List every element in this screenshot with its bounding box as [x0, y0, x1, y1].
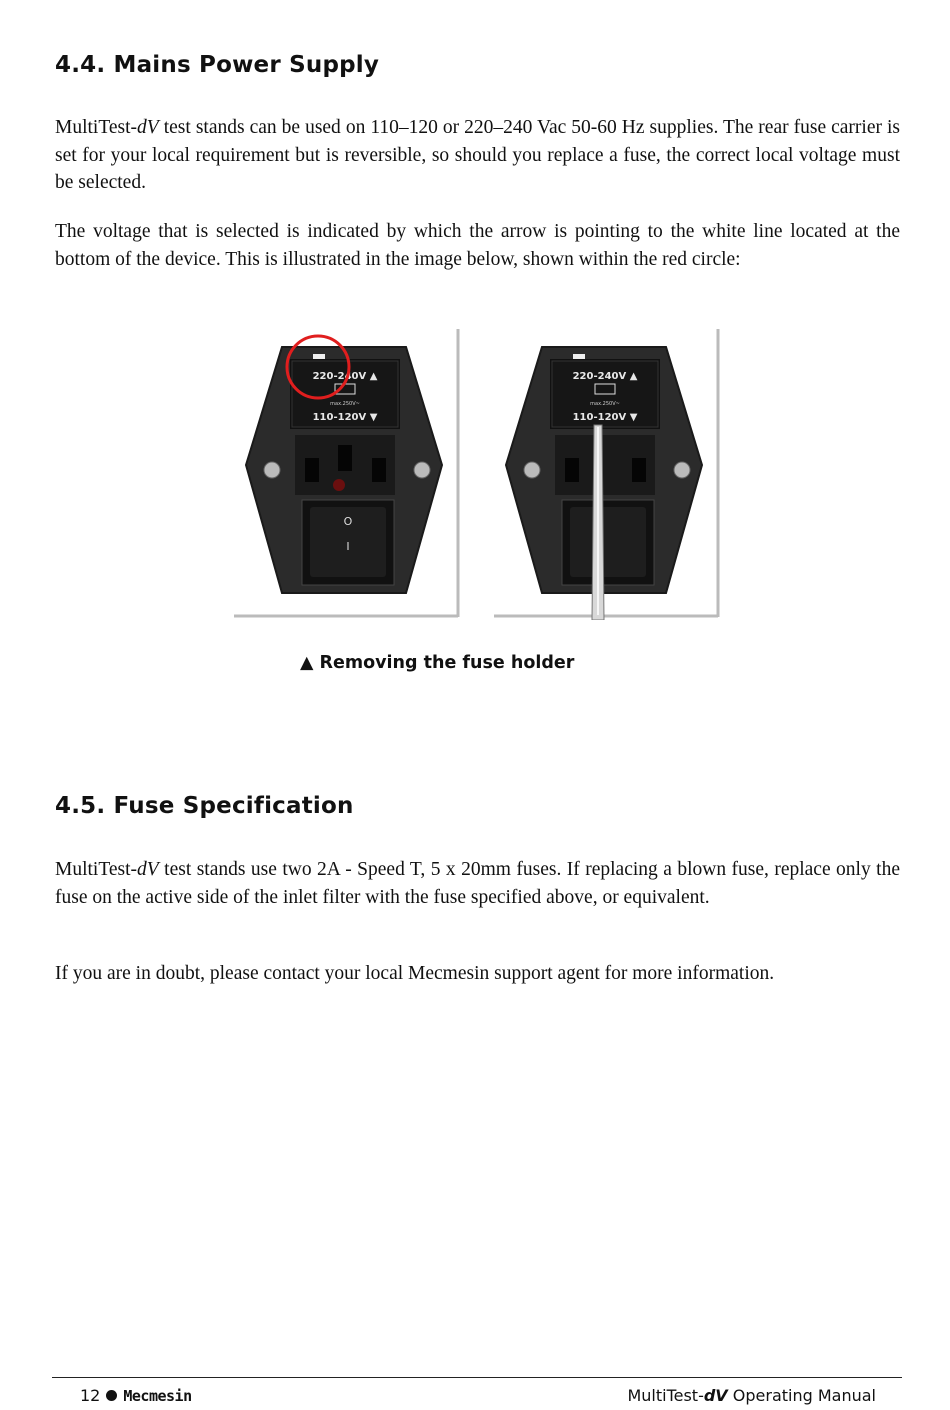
product-name: MultiTest-: [55, 859, 138, 880]
footer-left: [80, 1386, 192, 1405]
power-inlet-screwdriver-image: [490, 325, 722, 620]
switch-off-symbol: I: [346, 540, 350, 553]
product-name-suffix: dV: [137, 117, 159, 138]
power-inlet-image: [230, 325, 462, 620]
mains-power-paragraph-2: The voltage that is selected is indicated by which the arrow is pointing to the white line located at the bottom of the device. This is illustrated in the image below, shown within the red circle:: [55, 221, 900, 270]
fuse-spec-paragraph-2: If you are in doubt, please contact your local Mecmesin support agent for more information.: [55, 963, 775, 984]
fuse-spec-paragraph-1: [55, 856, 900, 911]
voltage-label-220: 220-240V ▲: [312, 371, 378, 382]
section-heading-mains-power: 4.4. Mains Power Supply: [55, 52, 380, 78]
doc-title-italic: dV: [703, 1386, 728, 1405]
doc-title-prefix: MultiTest-: [627, 1386, 704, 1405]
figure-caption: ▲ Removing the fuse holder: [300, 653, 575, 673]
footer-divider: [52, 1377, 902, 1378]
doc-title-suffix: Operating Manual: [727, 1386, 876, 1405]
voltage-label-110: 110-120V ▼: [572, 412, 638, 423]
bullet-icon: [106, 1390, 117, 1401]
paragraph-text: test stands can be used on 110–120 or 220–240 Vac 50-60 Hz supplies. The rear fuse carrier is set for your local requirement but is reversible, so should you replace a fuse, the correct local voltage must be selected.: [55, 117, 900, 193]
voltage-label-220: 220-240V ▲: [572, 371, 638, 382]
section-heading-fuse-spec: 4.5. Fuse Specification: [55, 793, 354, 819]
product-name-suffix: dV: [137, 859, 159, 880]
fuse-holder-photo-left: [230, 325, 462, 625]
screwdriver-icon: [592, 425, 604, 620]
page-number: 12: [80, 1386, 101, 1405]
fuse-holder-photo-right: [490, 325, 722, 625]
voltage-label-110: 110-120V ▼: [312, 412, 378, 423]
switch-on-symbol: O: [343, 515, 353, 528]
footer-brand: Mecmesin: [123, 1387, 192, 1405]
max-voltage-label: max.250V~: [590, 401, 620, 407]
footer-document-title: [627, 1386, 876, 1405]
product-name: MultiTest-: [55, 117, 138, 138]
max-voltage-label: max.250V~: [330, 401, 360, 407]
paragraph-text: test stands use two 2A - Speed T, 5 x 20mm fuses. If replacing a blown fuse, replace only the fuse on the active side of the inlet filter with the fuse specified above, or equivalent.: [55, 859, 900, 908]
mains-power-paragraph-1: [55, 114, 900, 197]
